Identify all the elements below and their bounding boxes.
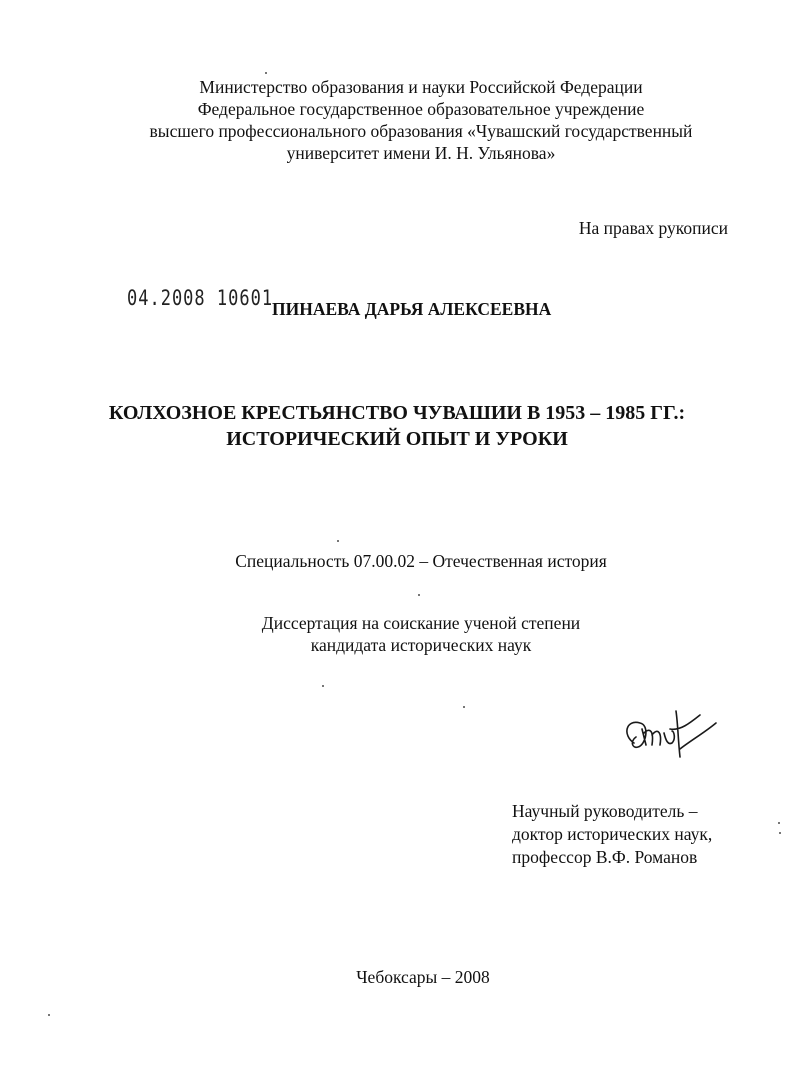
place-year-text: Чебоксары – 2008 [356,967,490,987]
institution-header [24,76,794,164]
header-line-4: университет имени И. Н. Ульянова» [286,143,556,163]
scientific-advisor [512,800,712,869]
scan-speck [48,1014,50,1016]
scan-speck [778,822,780,824]
degree-line-2: кандидата исторических наук [310,635,532,655]
author-name: ПИНАЕВА ДАРЬЯ АЛЕКСЕЕВНА [272,299,552,319]
scan-speck [322,685,324,687]
place-and-year [26,966,794,988]
advisor-line-3: профессор В.Ф. Романов [512,847,698,867]
degree-statement [24,612,794,656]
header-line-2: Федеральное государственное образовательное учреждение [197,99,645,119]
scan-speck [337,540,339,542]
scan-speck [779,832,781,834]
specialty-text: Специальность 07.00.02 – Отечественная история [235,551,607,571]
title-line-2: ИСТОРИЧЕСКИЙ ОПЫТ И УРОКИ [226,428,568,450]
registration-stamp: 04.2008 10601 [127,286,274,311]
header-line-3: высшего профессионального образования «Чувашский государственный [149,121,693,141]
degree-line-1: Диссертация на соискание ученой степени [261,613,581,633]
scan-speck [463,706,465,708]
manuscript-rights-note: На правах рукописи [578,218,728,238]
dissertation-title [0,400,794,452]
advisor-line-2: доктор исторических наук, [512,824,713,844]
header-line-1: Министерство образования и науки Российской Федерации [199,77,643,97]
advisor-line-1: Научный руководитель – [512,801,698,821]
specialty [24,550,794,572]
scan-speck [418,594,420,596]
scan-speck [265,72,267,74]
handwritten-signature [620,705,720,765]
title-line-1: КОЛХОЗНОЕ КРЕСТЬЯНСТВО ЧУВАШИИ В 1953 – 1985 ГГ.: [108,402,686,424]
